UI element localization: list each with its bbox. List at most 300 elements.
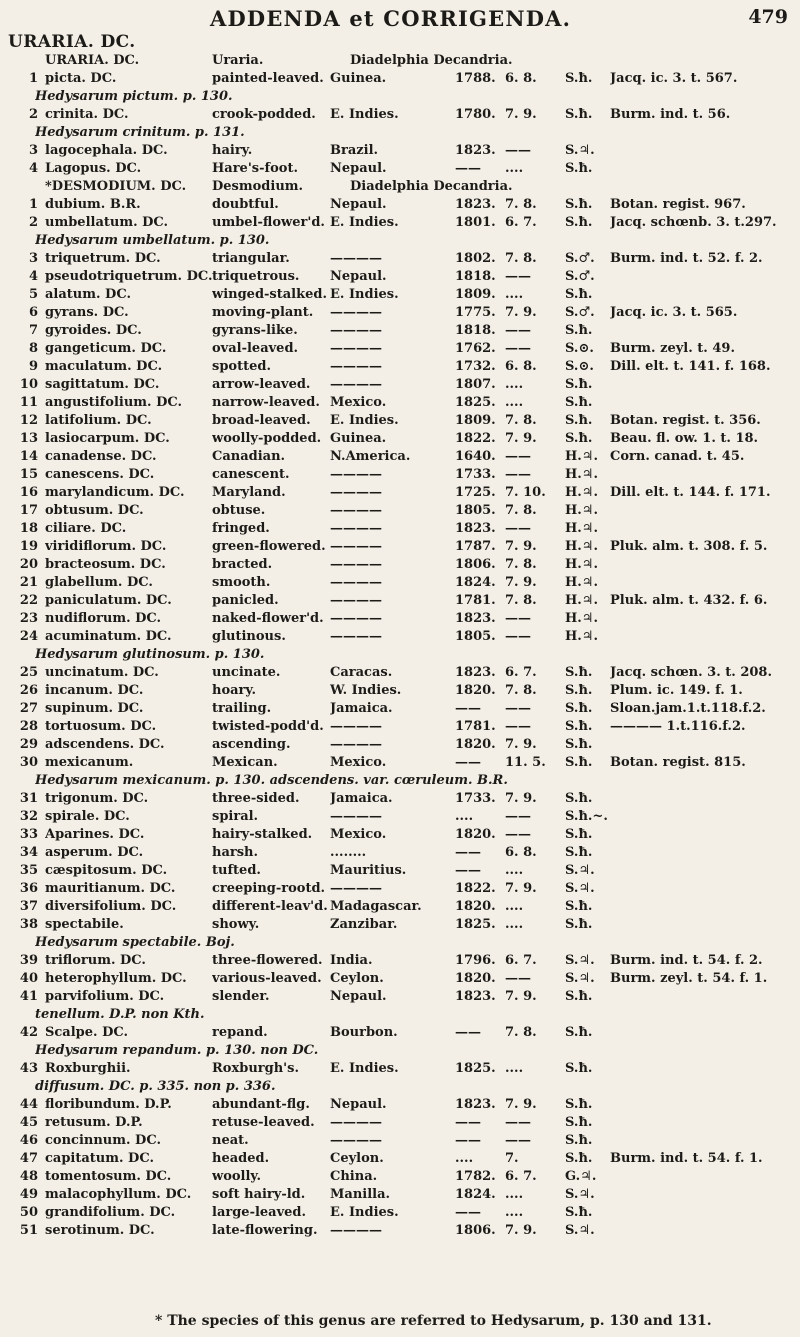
species-name: cæspitosum. DC. bbox=[45, 863, 168, 878]
species-number: 41 bbox=[19, 989, 38, 1004]
year-introduced: 1640. bbox=[455, 449, 496, 464]
catalogue-table bbox=[0, 52, 800, 1240]
species-name: pseudotriquetrum. DC. bbox=[45, 269, 213, 284]
year-introduced: 1823. bbox=[455, 665, 496, 680]
figure-reference: Dill. elt. t. 144. f. 171. bbox=[610, 485, 771, 500]
species-number: 30 bbox=[19, 755, 38, 770]
habit-symbol: S.ħ. bbox=[565, 1061, 593, 1076]
linnaean-class: Diadelphia Decandria. bbox=[350, 53, 513, 68]
habit-symbol: S.ħ. bbox=[565, 413, 593, 428]
year-introduced: 1782. bbox=[455, 1169, 496, 1184]
native-country: Nepaul. bbox=[330, 197, 387, 212]
species-row bbox=[0, 682, 800, 700]
species-name: spectabile. bbox=[45, 917, 124, 932]
figure-reference: Beau. fl. ow. 1. t. 18. bbox=[610, 431, 759, 446]
species-number: 21 bbox=[19, 575, 38, 590]
species-row bbox=[0, 376, 800, 394]
habit-symbol: S.♂. bbox=[565, 251, 595, 266]
species-row bbox=[0, 790, 800, 808]
native-country: ———— bbox=[330, 881, 382, 896]
native-country: ———— bbox=[330, 377, 382, 392]
footnote: * The species of this genus are referred to Hedysarum, p. 130 and 131. bbox=[155, 1313, 712, 1329]
flowering-months: —— bbox=[505, 143, 531, 158]
genus-english-name: Uraria. bbox=[212, 53, 264, 68]
year-introduced: 1822. bbox=[455, 431, 496, 446]
species-name: acuminatum. DC. bbox=[45, 629, 172, 644]
species-name: maculatum. DC. bbox=[45, 359, 163, 374]
year-introduced: 1796. bbox=[455, 953, 496, 968]
species-number: 47 bbox=[19, 1151, 38, 1166]
synonym-text: Hedysarum repandum. p. 130. non DC. bbox=[35, 1043, 319, 1058]
species-number: 32 bbox=[19, 809, 38, 824]
species-row bbox=[0, 160, 800, 178]
species-number: 18 bbox=[19, 521, 38, 536]
year-introduced: 1802. bbox=[455, 251, 496, 266]
native-country: China. bbox=[330, 1169, 378, 1184]
species-number: 11 bbox=[19, 395, 38, 410]
english-name: showy. bbox=[212, 917, 260, 932]
synonym-text: Hedysarum pictum. p. 130. bbox=[35, 89, 233, 104]
native-country: Nepaul. bbox=[330, 989, 387, 1004]
species-number: 15 bbox=[19, 467, 38, 482]
english-name: narrow-leaved. bbox=[212, 395, 320, 410]
species-number: 14 bbox=[19, 449, 38, 464]
native-country: ———— bbox=[330, 1133, 382, 1148]
habit-symbol: S.ħ. bbox=[565, 1133, 593, 1148]
native-country: Nepaul. bbox=[330, 269, 387, 284]
figure-reference: Jacq. ic. 3. t. 565. bbox=[610, 305, 738, 320]
habit-symbol: H.♃. bbox=[565, 557, 598, 572]
native-country: E. Indies. bbox=[330, 413, 399, 428]
english-name: neat. bbox=[212, 1133, 249, 1148]
species-row bbox=[0, 1186, 800, 1204]
species-row bbox=[0, 1096, 800, 1114]
habit-symbol: H.♃. bbox=[565, 629, 598, 644]
genus-row bbox=[0, 52, 800, 70]
species-name: lasiocarpum. DC. bbox=[45, 431, 170, 446]
flowering-months: 7. 8. bbox=[505, 593, 537, 608]
species-row bbox=[0, 862, 800, 880]
figure-reference: Pluk. alm. t. 308. f. 5. bbox=[610, 539, 768, 554]
flowering-months: .... bbox=[505, 395, 524, 410]
species-number: 1 bbox=[28, 197, 38, 212]
flowering-months: —— bbox=[505, 719, 531, 734]
page-title: ADDENDA et CORRIGENDA. bbox=[210, 6, 572, 31]
species-name: triflorum. DC. bbox=[45, 953, 146, 968]
native-country: N.America. bbox=[330, 449, 411, 464]
flowering-months: 6. 7. bbox=[505, 1169, 537, 1184]
year-introduced: 1809. bbox=[455, 413, 496, 428]
flowering-months: .... bbox=[505, 917, 524, 932]
native-country: ———— bbox=[330, 737, 382, 752]
figure-reference: Botan. regist. 967. bbox=[610, 197, 746, 212]
species-row bbox=[0, 610, 800, 628]
figure-reference: Pluk. alm. t. 432. f. 6. bbox=[610, 593, 768, 608]
english-name: trailing. bbox=[212, 701, 272, 716]
native-country: Caracas. bbox=[330, 665, 393, 680]
english-name: slender. bbox=[212, 989, 270, 1004]
synonym-text: diffusum. DC. p. 335. non p. 336. bbox=[35, 1079, 276, 1094]
species-row bbox=[0, 988, 800, 1006]
year-introduced: 1805. bbox=[455, 503, 496, 518]
native-country: Madagascar. bbox=[330, 899, 422, 914]
synonym-line bbox=[0, 934, 800, 952]
species-row bbox=[0, 700, 800, 718]
year-introduced: 1809. bbox=[455, 287, 496, 302]
species-name: mexicanum. bbox=[45, 755, 134, 770]
habit-symbol: S.ħ. bbox=[565, 701, 593, 716]
flowering-months: 7. bbox=[505, 1151, 519, 1166]
species-number: 16 bbox=[19, 485, 38, 500]
flowering-months: 11. 5. bbox=[505, 755, 546, 770]
synonym-line bbox=[0, 646, 800, 664]
year-introduced: .... bbox=[455, 1151, 474, 1166]
native-country: ———— bbox=[330, 305, 382, 320]
species-name: canadense. DC. bbox=[45, 449, 157, 464]
genus-name: URARIA. DC. bbox=[45, 53, 140, 68]
species-number: 51 bbox=[19, 1223, 38, 1238]
year-introduced: 1801. bbox=[455, 215, 496, 230]
english-name: Hare's-foot. bbox=[212, 161, 298, 176]
english-name: soft hairy-ld. bbox=[212, 1187, 306, 1202]
native-country: ———— bbox=[330, 1223, 382, 1238]
species-name: crinita. DC. bbox=[45, 107, 129, 122]
english-name: winged-stalked. bbox=[212, 287, 328, 302]
english-name: large-leaved. bbox=[212, 1205, 307, 1220]
species-number: 3 bbox=[28, 251, 38, 266]
habit-symbol: S.ħ. bbox=[565, 215, 593, 230]
species-number: 4 bbox=[28, 269, 38, 284]
figure-reference: Plum. ic. 149. f. 1. bbox=[610, 683, 743, 698]
flowering-months: 7. 10. bbox=[505, 485, 546, 500]
flowering-months: —— bbox=[505, 323, 531, 338]
habit-symbol: S.ħ. bbox=[565, 1115, 593, 1130]
native-country: Zanzibar. bbox=[330, 917, 398, 932]
species-row bbox=[0, 538, 800, 556]
species-number: 24 bbox=[19, 629, 38, 644]
year-introduced: 1823. bbox=[455, 197, 496, 212]
species-name: gangeticum. DC. bbox=[45, 341, 167, 356]
species-name: Scalpe. DC. bbox=[45, 1025, 128, 1040]
species-number: 28 bbox=[19, 719, 38, 734]
year-introduced: 1806. bbox=[455, 1223, 496, 1238]
species-number: 36 bbox=[19, 881, 38, 896]
english-name: moving-plant. bbox=[212, 305, 314, 320]
year-introduced: 1822. bbox=[455, 881, 496, 896]
english-name: bracted. bbox=[212, 557, 273, 572]
habit-symbol: S.♂. bbox=[565, 269, 595, 284]
native-country: Jamaica. bbox=[330, 791, 393, 806]
synonym-line bbox=[0, 1042, 800, 1060]
flowering-months: 7. 9. bbox=[505, 881, 537, 896]
habit-symbol: S.ħ. bbox=[565, 989, 593, 1004]
figure-reference: Jacq. schœnb. 3. t.297. bbox=[610, 215, 777, 230]
species-number: 38 bbox=[19, 917, 38, 932]
species-number: 19 bbox=[19, 539, 38, 554]
species-row bbox=[0, 286, 800, 304]
habit-symbol: H.♃. bbox=[565, 503, 598, 518]
figure-reference: Burm. ind. t. 56. bbox=[610, 107, 731, 122]
habit-symbol: H.♃. bbox=[565, 575, 598, 590]
habit-symbol: S.♃. bbox=[565, 1223, 595, 1238]
english-name: gyrans-like. bbox=[212, 323, 298, 338]
figure-reference: Burm. ind. t. 54. f. 2. bbox=[610, 953, 763, 968]
native-country: ———— bbox=[330, 719, 382, 734]
habit-symbol: S.⊙. bbox=[565, 359, 594, 374]
english-name: hairy-stalked. bbox=[212, 827, 313, 842]
synonym-text: tenellum. D.P. non Kth. bbox=[35, 1007, 205, 1022]
species-row bbox=[0, 502, 800, 520]
habit-symbol: H.♃. bbox=[565, 611, 598, 626]
species-number: 10 bbox=[19, 377, 38, 392]
species-name: lagocephala. DC. bbox=[45, 143, 168, 158]
species-number: 35 bbox=[19, 863, 38, 878]
species-name: asperum. DC. bbox=[45, 845, 144, 860]
native-country: ———— bbox=[330, 467, 382, 482]
english-name: Mexican. bbox=[212, 755, 278, 770]
habit-symbol: S.ħ. bbox=[565, 377, 593, 392]
native-country: Ceylon. bbox=[330, 971, 384, 986]
synonym-text: Hedysarum umbellatum. p. 130. bbox=[35, 233, 270, 248]
flowering-months: 6. 8. bbox=[505, 71, 537, 86]
species-name: trigonum. DC. bbox=[45, 791, 149, 806]
english-name: spiral. bbox=[212, 809, 259, 824]
habit-symbol: S.ħ. bbox=[565, 1097, 593, 1112]
native-country: ———— bbox=[330, 521, 382, 536]
year-introduced: —— bbox=[455, 1115, 481, 1130]
flowering-months: 7. 8. bbox=[505, 251, 537, 266]
year-introduced: 1823. bbox=[455, 143, 496, 158]
year-introduced: 1823. bbox=[455, 1097, 496, 1112]
species-name: gyroides. DC. bbox=[45, 323, 142, 338]
native-country: Mauritius. bbox=[330, 863, 407, 878]
species-row bbox=[0, 556, 800, 574]
synonym-text: Hedysarum glutinosum. p. 130. bbox=[35, 647, 265, 662]
species-number: 48 bbox=[19, 1169, 38, 1184]
flowering-months: 7. 9. bbox=[505, 1097, 537, 1112]
year-introduced: 1818. bbox=[455, 269, 496, 284]
species-row bbox=[0, 1024, 800, 1042]
english-name: broad-leaved. bbox=[212, 413, 311, 428]
native-country: E. Indies. bbox=[330, 215, 399, 230]
flowering-months: —— bbox=[505, 341, 531, 356]
figure-reference: ———— 1.t.116.f.2. bbox=[610, 719, 746, 734]
flowering-months: 6. 7. bbox=[505, 665, 537, 680]
species-row bbox=[0, 430, 800, 448]
year-introduced: 1807. bbox=[455, 377, 496, 392]
habit-symbol: S.♃. bbox=[565, 971, 595, 986]
figure-reference: Burm. ind. t. 54. f. 1. bbox=[610, 1151, 763, 1166]
species-number: 45 bbox=[19, 1115, 38, 1130]
species-name: paniculatum. DC. bbox=[45, 593, 172, 608]
species-row bbox=[0, 322, 800, 340]
species-row bbox=[0, 1168, 800, 1186]
habit-symbol: S.ħ. bbox=[565, 845, 593, 860]
flowering-months: 7. 8. bbox=[505, 503, 537, 518]
english-name: hoary. bbox=[212, 683, 256, 698]
english-name: glutinous. bbox=[212, 629, 286, 644]
species-name: glabellum. DC. bbox=[45, 575, 153, 590]
species-row bbox=[0, 250, 800, 268]
species-row bbox=[0, 340, 800, 358]
year-introduced: 1818. bbox=[455, 323, 496, 338]
species-row bbox=[0, 628, 800, 646]
habit-symbol: S.ħ. bbox=[565, 107, 593, 122]
english-name: hairy. bbox=[212, 143, 253, 158]
species-row bbox=[0, 394, 800, 412]
species-row bbox=[0, 718, 800, 736]
year-introduced: 1820. bbox=[455, 683, 496, 698]
figure-reference: Burm. ind. t. 52. f. 2. bbox=[610, 251, 763, 266]
species-row bbox=[0, 70, 800, 88]
synonym-text: Hedysarum crinitum. p. 131. bbox=[35, 125, 245, 140]
species-row bbox=[0, 898, 800, 916]
species-name: latifolium. DC. bbox=[45, 413, 152, 428]
species-row bbox=[0, 754, 800, 772]
native-country: ———— bbox=[330, 611, 382, 626]
flowering-months: .... bbox=[505, 1205, 524, 1220]
species-number: 7 bbox=[28, 323, 38, 338]
english-name: headed. bbox=[212, 1151, 270, 1166]
species-row bbox=[0, 1150, 800, 1168]
year-introduced: 1725. bbox=[455, 485, 496, 500]
year-introduced: 1787. bbox=[455, 539, 496, 554]
species-row bbox=[0, 736, 800, 754]
flowering-months: —— bbox=[505, 449, 531, 464]
english-name: woolly. bbox=[212, 1169, 261, 1184]
flowering-months: —— bbox=[505, 521, 531, 536]
english-name: Canadian. bbox=[212, 449, 286, 464]
english-name: obtuse. bbox=[212, 503, 266, 518]
year-introduced: —— bbox=[455, 863, 481, 878]
synonym-line bbox=[0, 1078, 800, 1096]
species-number: 37 bbox=[19, 899, 38, 914]
species-name: spirale. DC. bbox=[45, 809, 130, 824]
flowering-months: 7. 9. bbox=[505, 989, 537, 1004]
native-country: Guinea. bbox=[330, 431, 387, 446]
native-country: ———— bbox=[330, 557, 382, 572]
year-introduced: 1805. bbox=[455, 629, 496, 644]
habit-symbol: S.ħ. bbox=[565, 683, 593, 698]
species-row bbox=[0, 952, 800, 970]
species-name: alatum. DC. bbox=[45, 287, 131, 302]
english-name: woolly-podded. bbox=[212, 431, 322, 446]
year-introduced: 1820. bbox=[455, 737, 496, 752]
habit-symbol: S.ħ. bbox=[565, 71, 593, 86]
species-name: gyrans. DC. bbox=[45, 305, 129, 320]
habit-symbol: S.ħ. bbox=[565, 197, 593, 212]
flowering-months: —— bbox=[505, 809, 531, 824]
habit-symbol: S.♃. bbox=[565, 863, 595, 878]
year-introduced: 1762. bbox=[455, 341, 496, 356]
figure-reference: Jacq. ic. 3. t. 567. bbox=[610, 71, 738, 86]
species-number: 5 bbox=[28, 287, 38, 302]
species-row bbox=[0, 448, 800, 466]
year-introduced: 1788. bbox=[455, 71, 496, 86]
habit-symbol: S.ħ. bbox=[565, 323, 593, 338]
english-name: naked-flower'd. bbox=[212, 611, 324, 626]
synonym-line bbox=[0, 124, 800, 142]
native-country: ———— bbox=[330, 629, 382, 644]
species-number: 22 bbox=[19, 593, 38, 608]
species-number: 33 bbox=[19, 827, 38, 842]
year-introduced: 1825. bbox=[455, 917, 496, 932]
page-number: 479 bbox=[748, 6, 788, 28]
species-row bbox=[0, 916, 800, 934]
habit-symbol: S.ħ. bbox=[565, 1151, 593, 1166]
species-row bbox=[0, 520, 800, 538]
habit-symbol: S.♃. bbox=[565, 1187, 595, 1202]
english-name: Maryland. bbox=[212, 485, 286, 500]
flowering-months: —— bbox=[505, 1115, 531, 1130]
habit-symbol: S.♃. bbox=[565, 953, 595, 968]
figure-reference: Corn. canad. t. 45. bbox=[610, 449, 745, 464]
english-name: abundant-flg. bbox=[212, 1097, 310, 1112]
year-introduced: 1733. bbox=[455, 791, 496, 806]
species-name: picta. DC. bbox=[45, 71, 117, 86]
genus-name: *DESMODIUM. DC. bbox=[45, 179, 187, 194]
habit-symbol: S.ħ. bbox=[565, 755, 593, 770]
native-country: India. bbox=[330, 953, 373, 968]
flowering-months: 7. 9. bbox=[505, 539, 537, 554]
species-row bbox=[0, 808, 800, 826]
native-country: E. Indies. bbox=[330, 287, 399, 302]
species-name: retusum. D.P. bbox=[45, 1115, 143, 1130]
species-row bbox=[0, 142, 800, 160]
habit-symbol: S.ħ. bbox=[565, 431, 593, 446]
species-name: nudiflorum. DC. bbox=[45, 611, 162, 626]
year-introduced: 1820. bbox=[455, 899, 496, 914]
native-country: ———— bbox=[330, 593, 382, 608]
flowering-months: 6. 8. bbox=[505, 845, 537, 860]
flowering-months: 7. 8. bbox=[505, 1025, 537, 1040]
genus-english-name: Desmodium. bbox=[212, 179, 304, 194]
flowering-months: —— bbox=[505, 971, 531, 986]
habit-symbol: S.ħ. bbox=[565, 719, 593, 734]
native-country: Bourbon. bbox=[330, 1025, 398, 1040]
english-name: ascending. bbox=[212, 737, 291, 752]
habit-symbol: H.♃. bbox=[565, 449, 598, 464]
flowering-months: —— bbox=[505, 467, 531, 482]
species-name: tomentosum. DC. bbox=[45, 1169, 172, 1184]
synonym-text: Hedysarum spectabile. Boj. bbox=[35, 935, 235, 950]
habit-symbol: H.♃. bbox=[565, 485, 598, 500]
year-introduced: 1732. bbox=[455, 359, 496, 374]
species-number: 2 bbox=[28, 215, 38, 230]
species-row bbox=[0, 574, 800, 592]
species-row bbox=[0, 1222, 800, 1240]
english-name: panicled. bbox=[212, 593, 279, 608]
species-name: supinum. DC. bbox=[45, 701, 144, 716]
figure-reference: Jacq. schœn. 3. t. 208. bbox=[610, 665, 772, 680]
species-number: 8 bbox=[28, 341, 38, 356]
species-name: viridiflorum. DC. bbox=[45, 539, 167, 554]
species-row bbox=[0, 484, 800, 502]
flowering-months: 7. 8. bbox=[505, 557, 537, 572]
english-name: three-sided. bbox=[212, 791, 300, 806]
species-number: 23 bbox=[19, 611, 38, 626]
species-name: capitatum. DC. bbox=[45, 1151, 154, 1166]
year-introduced: —— bbox=[455, 1025, 481, 1040]
species-row bbox=[0, 1114, 800, 1132]
habit-symbol: S.ħ. bbox=[565, 737, 593, 752]
habit-symbol: H.♃. bbox=[565, 593, 598, 608]
species-name: incanum. DC. bbox=[45, 683, 144, 698]
english-name: spotted. bbox=[212, 359, 271, 374]
flowering-months: —— bbox=[505, 827, 531, 842]
english-name: doubtful. bbox=[212, 197, 279, 212]
figure-reference: Sloan.jam.1.t.118.f.2. bbox=[610, 701, 766, 716]
